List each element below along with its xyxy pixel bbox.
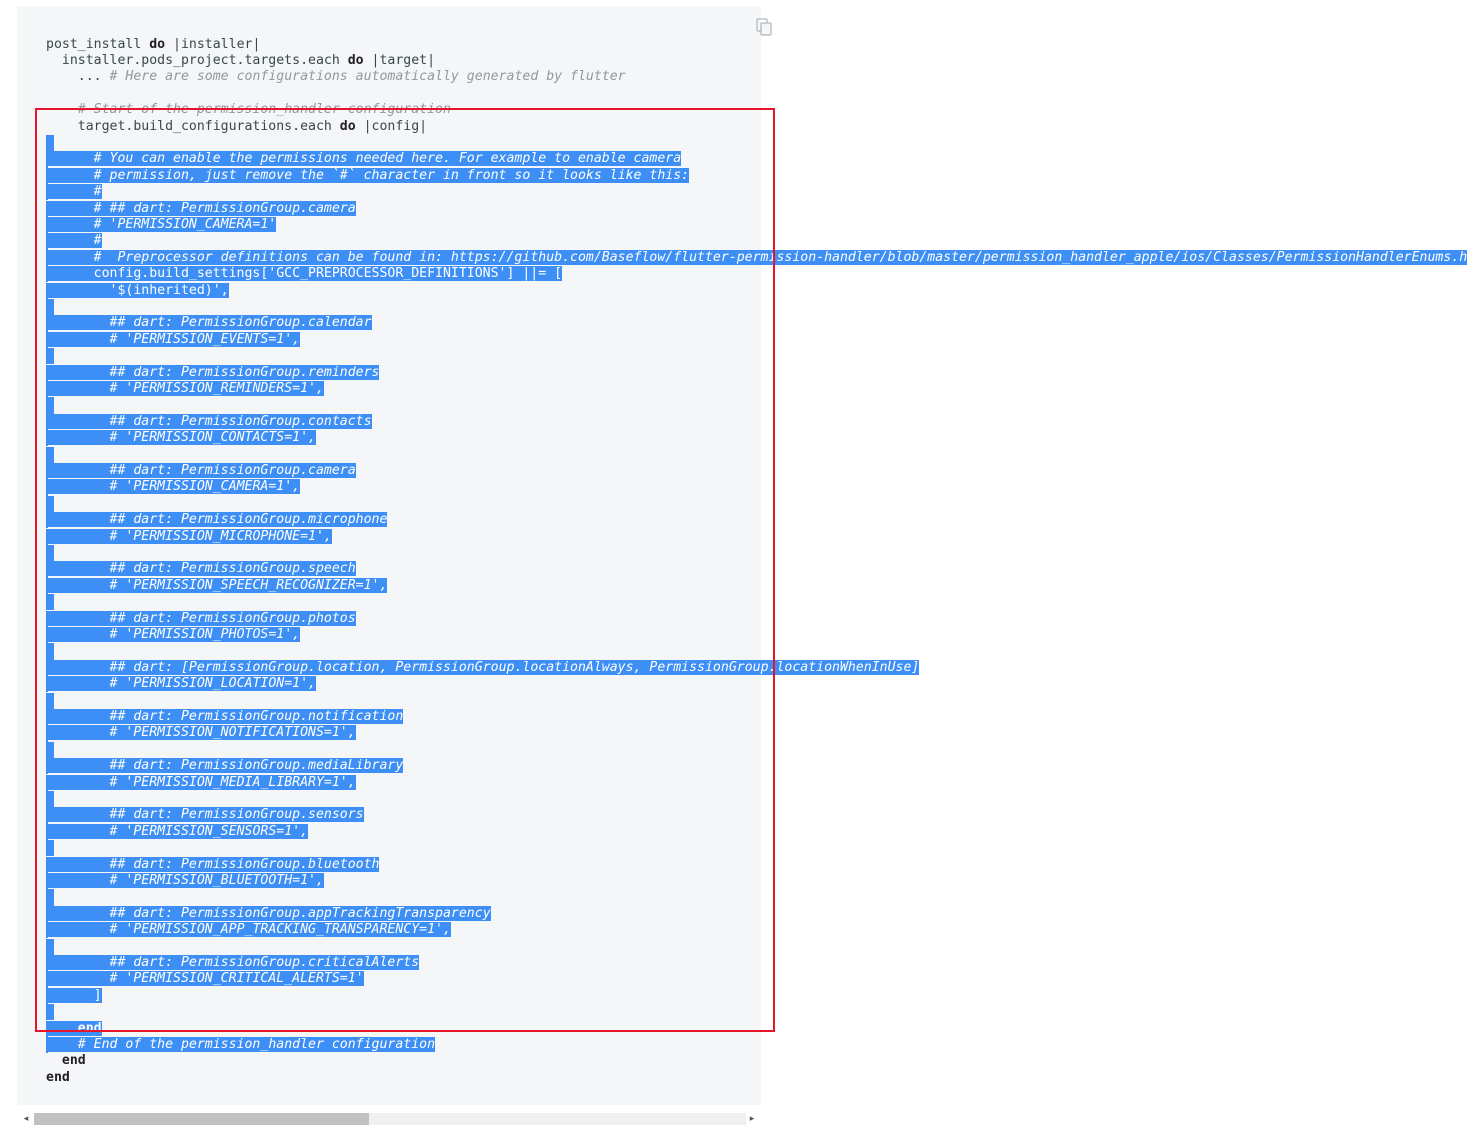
selected-text: [46, 873, 324, 888]
code-comment: # permission, just remove the `#` character in front so it looks like this:: [93, 167, 690, 183]
selected-text: [46, 151, 681, 166]
code-text: [46, 873, 110, 888]
selected-text: [46, 381, 324, 396]
selected-text: [46, 184, 102, 199]
code-text: [46, 955, 110, 970]
code-comment: ## dart: PermissionGroup.sensors: [109, 807, 364, 823]
selected-text: [46, 578, 387, 593]
selected-text: [46, 775, 356, 790]
code-text: [46, 201, 94, 216]
code-comment: # 'PERMISSION_PHOTOS=1',: [109, 626, 301, 642]
code-line: [46, 529, 332, 545]
code-comment: # 'PERMISSION_MEDIA_LIBRARY=1',: [109, 774, 356, 790]
code-line: [46, 578, 387, 594]
selected-text: [46, 250, 1467, 265]
selected-text: [46, 283, 229, 298]
code-comment: ## dart: PermissionGroup.criticalAlerts: [109, 954, 420, 970]
selection-bar: [46, 397, 54, 413]
selection-bar: [46, 545, 54, 561]
code-comment: ## dart: PermissionGroup.calendar: [109, 315, 372, 331]
selected-text: [46, 824, 308, 839]
code-line: [46, 512, 387, 528]
code-line: [46, 775, 356, 791]
code-comment: # 'PERMISSION_MICROPHONE=1',: [109, 528, 332, 544]
code-text: [46, 365, 110, 380]
scroll-track[interactable]: [34, 1113, 746, 1125]
code-text: [46, 857, 110, 872]
selection-bar: [46, 889, 54, 905]
code-line: [46, 824, 308, 840]
code-text: [46, 971, 110, 986]
selected-text: [46, 709, 403, 724]
selection-bar: [46, 643, 54, 659]
code-keyword: do: [149, 36, 166, 52]
code-line: [46, 988, 102, 1004]
code-comment: # 'PERMISSION_CAMERA=1',: [109, 479, 301, 495]
code-comment: # Start of the permission_handler configuration: [77, 102, 451, 118]
code-line: [46, 102, 451, 118]
code-line: [46, 1053, 86, 1069]
code-keyword: end: [46, 1020, 102, 1036]
code-line: [46, 53, 435, 69]
selected-text: [46, 463, 356, 478]
code-keyword: end: [46, 1053, 86, 1069]
code-text: [46, 184, 94, 199]
code-text: [46, 381, 110, 396]
selected-text: [46, 611, 356, 626]
code-line: [46, 955, 419, 971]
code-line: [46, 184, 102, 200]
code-line: [46, 906, 491, 922]
code-text: [46, 906, 110, 921]
code-text: [46, 578, 110, 593]
scroll-thumb[interactable]: [34, 1113, 369, 1125]
code-comment: # 'PERMISSION_APP_TRACKING_TRANSPARENCY=1',: [109, 922, 451, 938]
selection-bar: [46, 742, 54, 758]
code-text: [46, 676, 110, 691]
code-comment: # 'PERMISSION_EVENTS=1',: [109, 331, 301, 347]
code-line: [46, 250, 1467, 266]
code-comment: # ## dart: PermissionGroup.camera: [93, 200, 356, 216]
selected-text: [46, 676, 316, 691]
code-text: [46, 709, 110, 724]
code-comment: # End of the permission_handler configuration: [77, 1036, 436, 1052]
code-line: [46, 971, 364, 987]
selected-text: [46, 233, 102, 248]
code-line: [46, 332, 300, 348]
code-comment: ## dart: PermissionGroup.photos: [109, 610, 356, 626]
code-text: [46, 1037, 78, 1052]
code-text: [46, 775, 110, 790]
code-comment: # Here are some configurations automatically generated by flutter: [109, 69, 626, 85]
selected-text: [46, 201, 356, 216]
selected-text: [46, 660, 919, 675]
code-text: [46, 807, 110, 822]
code-line: [46, 69, 626, 85]
selected-text: [46, 266, 562, 281]
selected-text: [46, 315, 372, 330]
code-text: [46, 479, 110, 494]
code-keyword: do: [347, 52, 364, 68]
code-line: [46, 430, 316, 446]
selected-text: [46, 430, 316, 445]
code-text: '$(inherited)',: [46, 282, 229, 298]
selection-bar: [46, 939, 54, 955]
code-text: [46, 529, 110, 544]
code-text: post_install: [46, 36, 150, 52]
code-line: [46, 857, 379, 873]
code-text: installer.pods_project.targets.each: [46, 52, 348, 68]
code-comment: ## dart: PermissionGroup.reminders: [109, 364, 380, 380]
code-text: target.build_configurations.each: [46, 118, 340, 134]
code-text: [46, 151, 94, 166]
selection-bar: [46, 447, 54, 463]
code-line: [46, 217, 276, 233]
code-comment: ## dart: PermissionGroup.microphone: [109, 512, 388, 528]
code-line: [46, 315, 372, 331]
selection-bar: [46, 496, 54, 512]
selected-text: [46, 217, 276, 232]
selected-text: [46, 857, 379, 872]
code-line: [46, 725, 356, 741]
code-line: [46, 873, 324, 889]
selected-text: [46, 971, 364, 986]
selected-text: [46, 332, 300, 347]
code-text: ]: [46, 987, 102, 1003]
code-text: [46, 217, 94, 232]
code-comment: ## dart: PermissionGroup.camera: [109, 462, 356, 478]
code-content[interactable]: [17, 6, 1467, 1105]
code-line: [46, 463, 356, 479]
code-line: [46, 151, 681, 167]
selection-bar: [46, 594, 54, 610]
selected-text: [46, 365, 379, 380]
code-comment: # 'PERMISSION_REMINDERS=1',: [109, 380, 324, 396]
code-text: [46, 725, 110, 740]
code-line: [46, 266, 562, 282]
code-text: [46, 102, 78, 117]
code-line: [46, 233, 102, 249]
code-comment: ## dart: PermissionGroup.mediaLibrary: [109, 758, 404, 774]
code-comment: ## dart: PermissionGroup.bluetooth: [109, 856, 380, 872]
code-text: [46, 922, 110, 937]
code-comment: # 'PERMISSION_SENSORS=1',: [109, 823, 309, 839]
code-text: [46, 332, 110, 347]
code-comment: # 'PERMISSION_NOTIFICATIONS=1',: [109, 725, 356, 741]
code-line: [46, 676, 316, 692]
selected-text: [46, 758, 403, 773]
selection-bar: [46, 135, 54, 151]
code-line: [46, 1070, 70, 1086]
selected-text: [46, 561, 356, 576]
selection-bar: [46, 693, 54, 709]
code-line: [46, 414, 372, 430]
code-text: ...: [46, 69, 110, 85]
code-line: [46, 479, 300, 495]
code-line: [46, 807, 364, 823]
code-text: [46, 512, 110, 527]
scroll-left-arrow-icon[interactable]: ◂: [23, 1114, 29, 1124]
code-text: [46, 430, 110, 445]
selected-text: [46, 988, 102, 1003]
code-comment: # 'PERMISSION_BLUETOOTH=1',: [109, 872, 324, 888]
selected-text: [46, 807, 364, 822]
code-keyword: do: [339, 118, 356, 134]
selected-text: [46, 955, 419, 970]
code-comment: # 'PERMISSION_SPEECH_RECOGNIZER=1',: [109, 577, 388, 593]
code-comment: ## dart: PermissionGroup.appTrackingTransparency: [109, 905, 491, 921]
selected-text: [46, 168, 689, 183]
code-line: [46, 1021, 102, 1037]
scroll-right-arrow-icon[interactable]: ▸: [749, 1114, 755, 1124]
selected-text: [46, 906, 491, 921]
code-text: [46, 611, 110, 626]
selected-text: [46, 725, 356, 740]
code-comment: # 'PERMISSION_CONTACTS=1',: [109, 430, 316, 446]
selected-text: [46, 529, 332, 544]
code-line: [46, 283, 229, 299]
code-line: [46, 365, 379, 381]
code-comment: ## dart: PermissionGroup.notification: [109, 708, 404, 724]
code-line: [46, 611, 356, 627]
code-text: [46, 561, 110, 576]
code-text: [46, 758, 110, 773]
selected-text: [46, 479, 300, 494]
code-comment: #: [93, 184, 102, 200]
selection-bar: [46, 1004, 54, 1020]
code-text: [46, 168, 94, 183]
code-line: [46, 381, 324, 397]
code-line: [46, 1037, 435, 1053]
selected-text: [46, 627, 300, 642]
code-line: [46, 168, 689, 184]
code-line: [46, 627, 300, 643]
code-text: config.build_settings['GCC_PREPROCESSOR_DEFINITIONS'] ||= [: [46, 266, 563, 282]
code-comment: #: [93, 233, 102, 249]
code-text: [46, 824, 110, 839]
code-line: [46, 709, 403, 725]
selection-bar: [46, 791, 54, 807]
code-comment: # You can enable the permissions needed here. For example to enable camera: [93, 151, 682, 167]
code-line: [46, 660, 919, 676]
code-text: [46, 233, 94, 248]
code-line: [46, 922, 451, 938]
code-comment: # Preprocessor definitions can be found in: https://github.com/Baseflow/flutter-permission-handler/blob/master/permission_handler_apple/ios/Classes/PermissionHandlerEnums.h: [93, 249, 1467, 265]
code-comment: # 'PERMISSION_CAMERA=1': [93, 216, 277, 232]
code-line: [46, 758, 403, 774]
code-comment: # 'PERMISSION_LOCATION=1',: [109, 676, 316, 692]
code-text: [46, 660, 110, 675]
code-comment: ## dart: PermissionGroup.speech: [109, 561, 356, 577]
code-text: [46, 250, 94, 265]
horizontal-scrollbar[interactable]: [17, 1108, 761, 1130]
selected-text: [46, 414, 372, 429]
selected-text: [46, 922, 451, 937]
selection-bar: [46, 348, 54, 364]
code-line: [46, 561, 356, 577]
code-comment: # 'PERMISSION_CRITICAL_ALERTS=1': [109, 971, 364, 987]
code-text: [46, 315, 110, 330]
selection-bar: [46, 840, 54, 856]
selection-bar: [46, 299, 54, 315]
selected-text: [46, 1021, 102, 1036]
code-text: |target|: [363, 52, 436, 68]
selected-text: [46, 1037, 435, 1052]
code-line: [46, 119, 427, 135]
code-comment: ## dart: [PermissionGroup.location, PermissionGroup.locationAlways, PermissionGroup.locationWhenInUse]: [109, 659, 920, 675]
selected-text: [46, 512, 387, 527]
code-block: [17, 6, 1467, 1105]
code-text: [46, 463, 110, 478]
code-text: [46, 414, 110, 429]
code-line: [46, 37, 260, 53]
code-keyword: end: [46, 1069, 70, 1085]
code-line: [46, 201, 356, 217]
code-text: [46, 627, 110, 642]
code-text: |installer|: [165, 36, 261, 52]
code-text: |config|: [355, 118, 428, 134]
code-comment: ## dart: PermissionGroup.contacts: [109, 413, 372, 429]
